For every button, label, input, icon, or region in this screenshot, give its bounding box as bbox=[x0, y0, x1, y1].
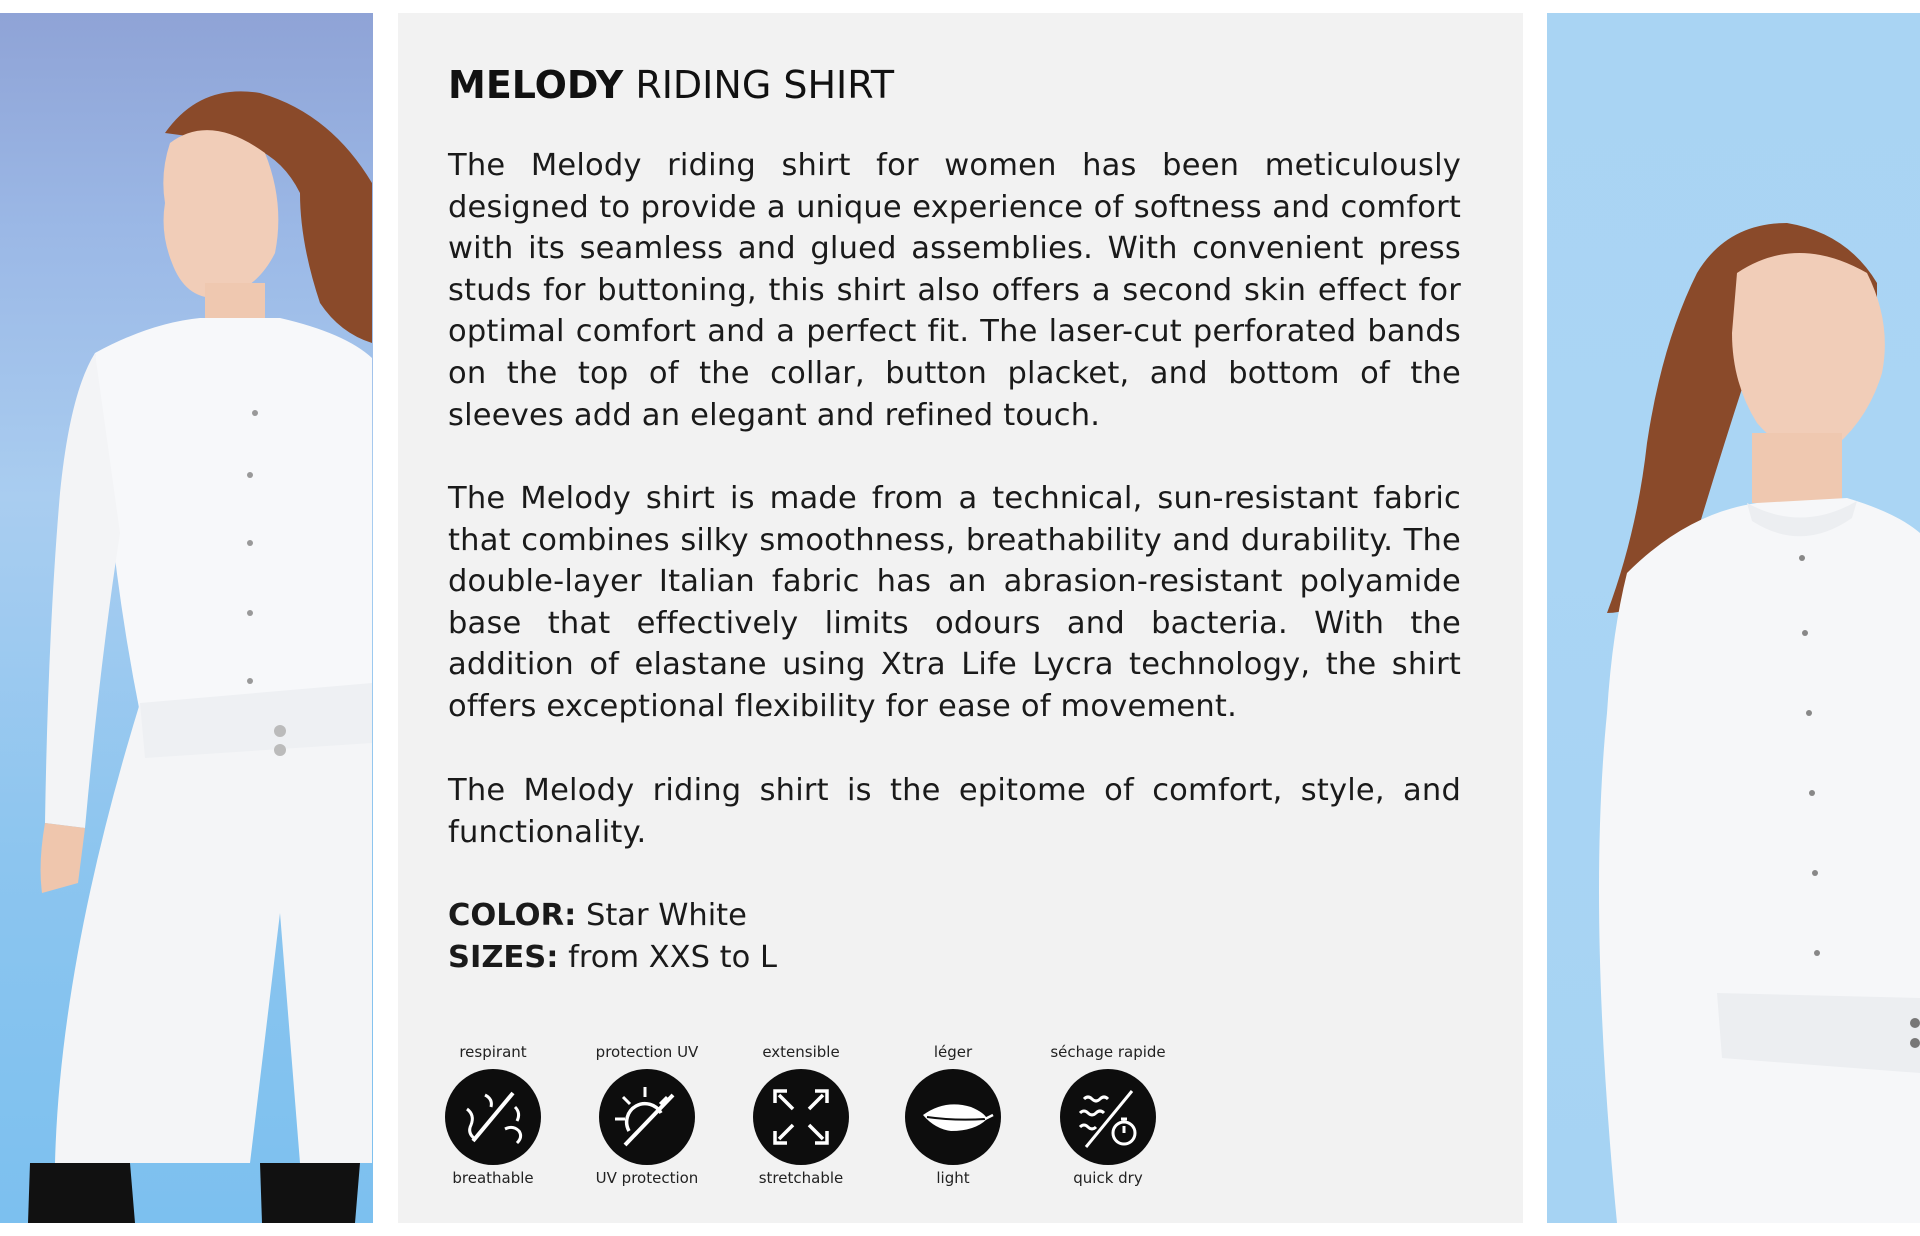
feature-label-en: breathable bbox=[452, 1169, 534, 1187]
model-photo-right bbox=[1547, 13, 1920, 1223]
description-paragraph-2: The Melody shirt is made from a technical, sun-resistant fabric that combines silky smoothness, breathability and durability. The double-layer Italian fabric has an abrasion-resistant polyamide base that effectively limits odours and bacteria. With the addition of elastane using Xtra Life Lycra technology, the shirt offers exceptional flexibility for ease of movement. bbox=[448, 481, 1461, 724]
feature-uv-protection bbox=[582, 1035, 712, 1195]
model-photo-left bbox=[0, 13, 373, 1223]
product-title-bold: MELODY bbox=[448, 63, 624, 107]
breathable-icon bbox=[445, 1069, 541, 1165]
model-illustration-right bbox=[1547, 13, 1920, 1223]
color-label: COLOR: bbox=[448, 898, 577, 933]
feature-stretchable bbox=[736, 1035, 866, 1195]
feature-label-fr: léger bbox=[933, 1043, 973, 1061]
feature-quick-dry bbox=[1043, 1035, 1173, 1195]
feature-label-en: quick dry bbox=[1073, 1169, 1143, 1187]
model-illustration-left bbox=[0, 13, 373, 1223]
description-paragraph-3: The Melody riding shirt is the epitome of comfort, style, and functionality. bbox=[448, 773, 1461, 850]
color-spec bbox=[448, 895, 747, 937]
feature-label-en: UV protection bbox=[595, 1169, 699, 1187]
feature-label-fr: extensible bbox=[762, 1043, 840, 1061]
uv-protection-icon bbox=[599, 1069, 695, 1165]
product-description-card bbox=[398, 13, 1523, 1223]
description-paragraph-1: The Melody riding shirt for women has been meticulously designed to provide a unique experience of softness and comfort with its seamless and glued assemblies. With convenient press studs for buttoning, this shirt also offers a second skin effect for optimal comfort and a perfect fit. The laser-cut perforated bands on the top of the collar, button placket, and bottom of the sleeves add an elegant and refined touch. bbox=[448, 148, 1461, 433]
product-title-rest: RIDING SHIRT bbox=[623, 63, 895, 107]
feature-label-en: stretchable bbox=[758, 1169, 844, 1187]
feature-label-fr: séchage rapide bbox=[1050, 1043, 1166, 1061]
color-value: Star White bbox=[576, 898, 747, 933]
product-title bbox=[448, 63, 894, 107]
feature-light bbox=[888, 1035, 1018, 1195]
sizes-value: from XXS to L bbox=[558, 940, 777, 975]
sizes-label: SIZES: bbox=[448, 940, 559, 975]
sizes-spec bbox=[448, 937, 777, 979]
feature-label-en: light bbox=[936, 1169, 970, 1187]
feature-label-fr: protection UV bbox=[595, 1043, 699, 1061]
feature-breathable bbox=[428, 1035, 558, 1195]
stretch-icon bbox=[753, 1069, 849, 1165]
feature-label-fr: respirant bbox=[459, 1043, 527, 1061]
quick-dry-icon bbox=[1060, 1069, 1156, 1165]
feather-icon bbox=[905, 1069, 1001, 1165]
